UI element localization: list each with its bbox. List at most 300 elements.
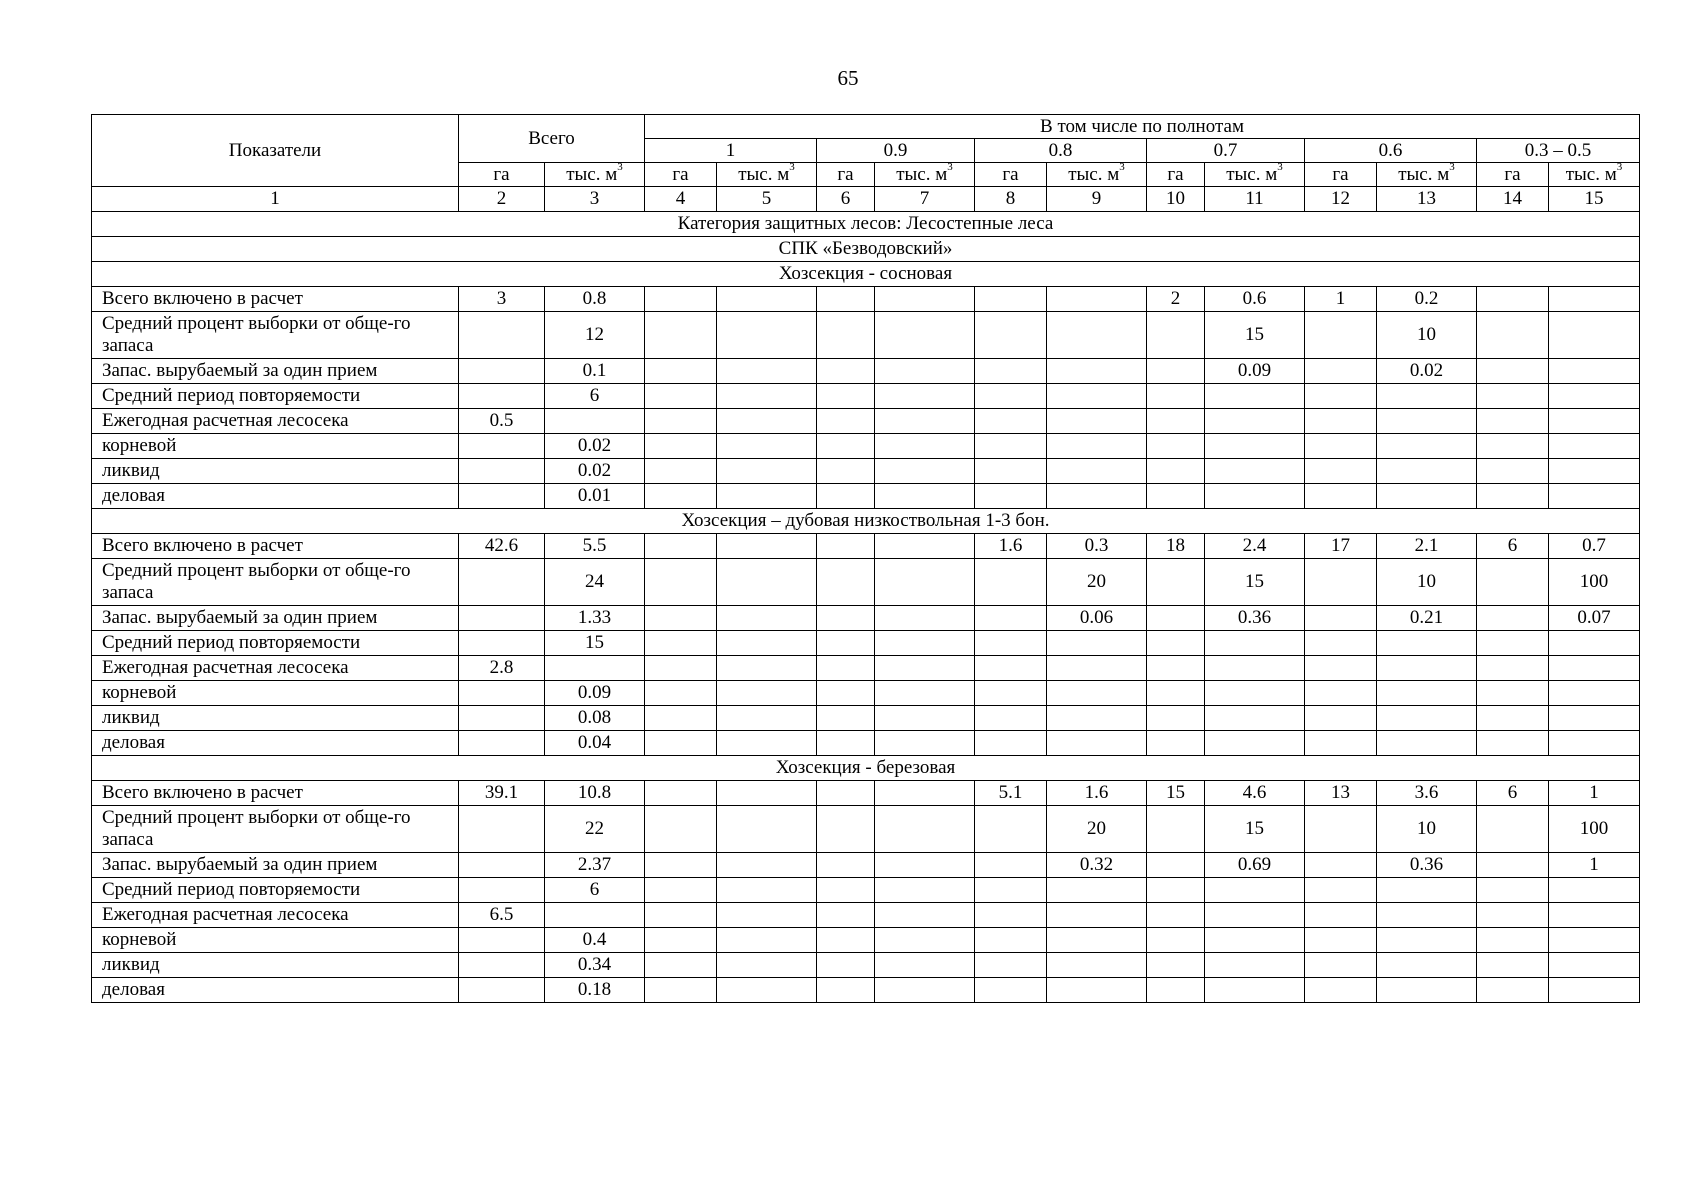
table-cell	[1377, 459, 1477, 484]
table-cell	[1205, 384, 1305, 409]
table-row	[92, 781, 1640, 806]
table-cell	[817, 806, 875, 853]
table-cell: 0.5	[459, 409, 545, 434]
column-number: 4	[645, 187, 717, 212]
table-cell: 0.04	[545, 731, 645, 756]
table-row	[92, 953, 1640, 978]
table-cell	[817, 459, 875, 484]
header-group: 0.6	[1305, 139, 1477, 163]
table-cell	[1549, 681, 1640, 706]
table-cell	[645, 928, 717, 953]
table-cell	[875, 434, 975, 459]
table-row	[92, 656, 1640, 681]
table-cell: 0.02	[1377, 359, 1477, 384]
table-cell	[1549, 978, 1640, 1003]
unit-volume-exponent: 3	[617, 161, 623, 174]
unit-volume-text: тыс. м	[1226, 163, 1278, 185]
table-cell: 0.18	[545, 978, 645, 1003]
table-cell	[875, 384, 975, 409]
section-row	[92, 756, 1640, 781]
table-cell	[1549, 384, 1640, 409]
table-cell: 5.1	[975, 781, 1047, 806]
table-cell	[459, 878, 545, 903]
table-cell	[645, 484, 717, 509]
table-cell	[1205, 434, 1305, 459]
table-cell	[975, 706, 1047, 731]
table-cell	[875, 706, 975, 731]
table-cell	[875, 459, 975, 484]
indicator-label: Всего включено в расчет	[92, 781, 459, 806]
unit-ha: га	[1305, 163, 1377, 187]
table-cell	[1477, 878, 1549, 903]
table-cell	[1047, 434, 1147, 459]
unit-volume-text: тыс. м	[1565, 163, 1617, 185]
column-number: 11	[1205, 187, 1305, 212]
table-cell	[1047, 681, 1147, 706]
banner-row	[92, 237, 1640, 262]
table-cell	[975, 459, 1047, 484]
page-number: 65	[837, 66, 859, 90]
table-cell	[1047, 878, 1147, 903]
table-cell	[875, 656, 975, 681]
header-group: 0.9	[817, 139, 975, 163]
table-cell	[1377, 434, 1477, 459]
table-cell	[1047, 953, 1147, 978]
table-cell	[1047, 631, 1147, 656]
indicator-label: Средний процент выборки от обще-го запаса	[92, 559, 459, 606]
table-cell	[1047, 359, 1147, 384]
table-row	[92, 409, 1640, 434]
indicator-label: Всего включено в расчет	[92, 287, 459, 312]
table-cell	[1477, 731, 1549, 756]
table-cell	[459, 459, 545, 484]
table-cell	[459, 312, 545, 359]
table-cell	[975, 853, 1047, 878]
table-cell	[1047, 384, 1147, 409]
table-cell	[1377, 706, 1477, 731]
table-cell	[717, 781, 817, 806]
table-cell	[717, 953, 817, 978]
table-cell	[645, 903, 717, 928]
column-number: 2	[459, 187, 545, 212]
table-cell	[817, 656, 875, 681]
table-cell	[1205, 681, 1305, 706]
table-cell	[1305, 706, 1377, 731]
table-cell	[1477, 287, 1549, 312]
table-cell	[717, 806, 817, 853]
table-cell	[817, 384, 875, 409]
table-cell	[645, 853, 717, 878]
table-cell	[1477, 656, 1549, 681]
table-cell: 10	[1377, 312, 1477, 359]
unit-volume	[545, 163, 645, 187]
table-cell	[1549, 706, 1640, 731]
table-cell	[459, 706, 545, 731]
indicator-label: Запас. вырубаемый за один прием	[92, 853, 459, 878]
table-cell	[1377, 903, 1477, 928]
table-cell	[717, 656, 817, 681]
table-cell	[645, 359, 717, 384]
column-number: 9	[1047, 187, 1147, 212]
table-cell	[717, 978, 817, 1003]
indicator-label: корневой	[92, 434, 459, 459]
section-title: Хозсекция - сосновая	[92, 262, 1640, 287]
table-cell	[1205, 484, 1305, 509]
indicator-label: ликвид	[92, 459, 459, 484]
table-cell	[717, 706, 817, 731]
header-group: 1	[645, 139, 817, 163]
table-cell	[459, 731, 545, 756]
table-cell	[1047, 312, 1147, 359]
table-cell	[1549, 731, 1640, 756]
table-cell	[1305, 853, 1377, 878]
table-cell	[1305, 484, 1377, 509]
banner-row	[92, 212, 1640, 237]
table-cell	[975, 434, 1047, 459]
table-cell	[1047, 706, 1147, 731]
table-row	[92, 806, 1640, 853]
table-cell	[1305, 806, 1377, 853]
table-cell	[1305, 903, 1377, 928]
table-cell: 100	[1549, 806, 1640, 853]
table-cell	[1305, 559, 1377, 606]
table-cell	[1377, 631, 1477, 656]
table-cell	[717, 384, 817, 409]
table-cell	[1147, 656, 1205, 681]
table-cell: 0.32	[1047, 853, 1147, 878]
indicator-label: Запас. вырубаемый за один прием	[92, 359, 459, 384]
table-cell	[645, 806, 717, 853]
table-cell	[1477, 559, 1549, 606]
table-cell: 24	[545, 559, 645, 606]
table-cell	[717, 631, 817, 656]
table-cell	[1205, 731, 1305, 756]
table-cell: 1.6	[975, 534, 1047, 559]
table-cell	[1549, 434, 1640, 459]
table-cell	[875, 731, 975, 756]
table-cell: 100	[1549, 559, 1640, 606]
table-cell	[817, 534, 875, 559]
table-cell: 0.02	[545, 434, 645, 459]
table-row	[92, 681, 1640, 706]
header-total: Всего	[459, 115, 645, 163]
table-cell	[1147, 706, 1205, 731]
table-cell	[1305, 359, 1377, 384]
table-cell	[1147, 681, 1205, 706]
table-cell	[1377, 409, 1477, 434]
table-cell: 0.36	[1205, 606, 1305, 631]
table-cell	[1305, 681, 1377, 706]
table-cell	[1377, 953, 1477, 978]
table-cell	[817, 484, 875, 509]
table-cell	[645, 631, 717, 656]
table-cell	[1147, 559, 1205, 606]
table-cell	[1549, 928, 1640, 953]
table-cell	[1377, 978, 1477, 1003]
table-cell: 0.7	[1549, 534, 1640, 559]
column-number: 6	[817, 187, 875, 212]
table-cell	[1549, 631, 1640, 656]
unit-volume-exponent: 3	[1449, 161, 1455, 174]
table-cell: 2.4	[1205, 534, 1305, 559]
table-cell: 0.08	[545, 706, 645, 731]
table-cell: 0.8	[545, 287, 645, 312]
table-cell: 1.6	[1047, 781, 1147, 806]
table-cell	[817, 731, 875, 756]
table-cell	[717, 606, 817, 631]
table-cell	[975, 878, 1047, 903]
header-group: 0.7	[1147, 139, 1305, 163]
table-cell	[975, 978, 1047, 1003]
table-cell	[975, 384, 1047, 409]
table-cell	[1047, 978, 1147, 1003]
table-cell	[459, 853, 545, 878]
table-cell: 0.21	[1377, 606, 1477, 631]
table-cell	[1205, 978, 1305, 1003]
table-row	[92, 384, 1640, 409]
table-cell	[875, 978, 975, 1003]
table-cell	[1147, 853, 1205, 878]
table-cell	[717, 731, 817, 756]
table-cell: 0.09	[1205, 359, 1305, 384]
table-cell	[817, 781, 875, 806]
table-cell	[1205, 928, 1305, 953]
table-cell	[1549, 409, 1640, 434]
header-group: 0.3 – 0.5	[1477, 139, 1640, 163]
table-cell	[1549, 459, 1640, 484]
table-cell	[817, 706, 875, 731]
table-cell: 0.2	[1377, 287, 1477, 312]
table-cell: 18	[1147, 534, 1205, 559]
table-cell	[1147, 903, 1205, 928]
table-cell	[459, 806, 545, 853]
table-cell	[817, 434, 875, 459]
table-cell: 0.3	[1047, 534, 1147, 559]
indicator-label: Всего включено в расчет	[92, 534, 459, 559]
table-cell	[1147, 606, 1205, 631]
table-cell	[817, 312, 875, 359]
table-cell	[1305, 978, 1377, 1003]
table-cell	[1377, 656, 1477, 681]
table-cell	[975, 287, 1047, 312]
table-cell	[875, 287, 975, 312]
table-cell	[1549, 287, 1640, 312]
column-number: 1	[92, 187, 459, 212]
table-cell	[645, 606, 717, 631]
table-cell	[1477, 853, 1549, 878]
unit-volume-exponent: 3	[947, 161, 953, 174]
table-cell	[459, 606, 545, 631]
table-cell	[1205, 459, 1305, 484]
table-cell	[717, 359, 817, 384]
table-cell	[975, 731, 1047, 756]
table-cell: 17	[1305, 534, 1377, 559]
column-number: 12	[1305, 187, 1377, 212]
table-cell	[817, 928, 875, 953]
unit-volume	[1377, 163, 1477, 187]
table-cell: 42.6	[459, 534, 545, 559]
table-cell	[1549, 359, 1640, 384]
table-cell	[717, 409, 817, 434]
unit-volume-exponent: 3	[1119, 161, 1125, 174]
table-cell	[717, 903, 817, 928]
table-row	[92, 434, 1640, 459]
table-cell: 0.06	[1047, 606, 1147, 631]
table-cell: 1	[1305, 287, 1377, 312]
table-cell	[717, 928, 817, 953]
column-number: 10	[1147, 187, 1205, 212]
table-cell	[875, 359, 975, 384]
table-cell	[1205, 953, 1305, 978]
indicator-label: Средний период повторяемости	[92, 384, 459, 409]
table-cell	[1147, 731, 1205, 756]
table-row	[92, 534, 1640, 559]
indicator-label: Ежегодная расчетная лесосека	[92, 409, 459, 434]
indicator-label: ликвид	[92, 706, 459, 731]
table-cell	[459, 434, 545, 459]
table-cell	[1147, 384, 1205, 409]
report-table	[91, 114, 1640, 1003]
table-cell	[645, 459, 717, 484]
column-number: 5	[717, 187, 817, 212]
table-cell	[875, 409, 975, 434]
unit-ha: га	[1477, 163, 1549, 187]
table-cell	[1205, 656, 1305, 681]
unit-volume	[1549, 163, 1640, 187]
table-cell	[875, 781, 975, 806]
table-cell	[717, 681, 817, 706]
table-cell	[645, 312, 717, 359]
table-cell: 0.07	[1549, 606, 1640, 631]
table-cell	[1047, 903, 1147, 928]
table-row	[92, 903, 1640, 928]
unit-ha: га	[975, 163, 1047, 187]
table-cell: 1	[1549, 781, 1640, 806]
table-cell: 15	[1205, 559, 1305, 606]
unit-ha: га	[645, 163, 717, 187]
table-cell: 22	[545, 806, 645, 853]
table-cell	[975, 631, 1047, 656]
table-cell	[645, 434, 717, 459]
table-cell	[875, 606, 975, 631]
table-cell	[645, 681, 717, 706]
table-cell	[817, 903, 875, 928]
table-cell	[717, 484, 817, 509]
table-cell	[1549, 484, 1640, 509]
table-cell	[1477, 631, 1549, 656]
table-cell	[1477, 484, 1549, 509]
indicator-label: деловая	[92, 484, 459, 509]
table-cell: 0.02	[545, 459, 645, 484]
unit-volume	[1047, 163, 1147, 187]
table-cell	[1205, 706, 1305, 731]
table-row	[92, 631, 1640, 656]
table-cell: 15	[1205, 312, 1305, 359]
table-cell: 15	[545, 631, 645, 656]
table-cell	[817, 878, 875, 903]
table-cell: 6	[1477, 534, 1549, 559]
table-cell	[717, 434, 817, 459]
table-cell	[1477, 928, 1549, 953]
table-cell	[717, 853, 817, 878]
indicator-label: Ежегодная расчетная лесосека	[92, 903, 459, 928]
table-cell	[975, 606, 1047, 631]
indicator-label: корневой	[92, 928, 459, 953]
unit-volume-text: тыс. м	[1398, 163, 1450, 185]
table-cell	[1477, 806, 1549, 853]
indicator-label: Средний процент выборки от обще-го запаса	[92, 806, 459, 853]
table-cell	[1549, 878, 1640, 903]
table-cell	[717, 287, 817, 312]
column-number: 15	[1549, 187, 1640, 212]
table-cell	[875, 806, 975, 853]
table-cell	[1377, 484, 1477, 509]
table-cell	[875, 631, 975, 656]
table-cell	[645, 409, 717, 434]
table-cell: 0.36	[1377, 853, 1477, 878]
table-cell	[875, 559, 975, 606]
table-cell	[1147, 928, 1205, 953]
indicator-label: деловая	[92, 978, 459, 1003]
header-indicator: Показатели	[92, 115, 459, 187]
table-row	[92, 706, 1640, 731]
table-cell: 0.01	[545, 484, 645, 509]
table-cell	[1377, 928, 1477, 953]
table-cell: 6	[545, 384, 645, 409]
enterprise-banner: СПК «Безводовский»	[92, 237, 1640, 262]
table-cell	[875, 534, 975, 559]
table-cell	[545, 656, 645, 681]
table-row	[92, 484, 1640, 509]
table-cell	[975, 409, 1047, 434]
table-cell	[875, 312, 975, 359]
table-cell: 3	[459, 287, 545, 312]
column-number: 14	[1477, 187, 1549, 212]
table-cell	[1147, 409, 1205, 434]
indicator-label: корневой	[92, 681, 459, 706]
header-group: 0.8	[975, 139, 1147, 163]
table-cell	[545, 409, 645, 434]
table-cell	[645, 534, 717, 559]
table-cell	[645, 953, 717, 978]
table-cell	[645, 978, 717, 1003]
table-cell	[645, 559, 717, 606]
table-cell: 10	[1377, 559, 1477, 606]
table-row	[92, 312, 1640, 359]
table-header	[92, 115, 1640, 187]
table-cell	[817, 681, 875, 706]
table-cell: 10	[1377, 806, 1477, 853]
table-cell	[875, 928, 975, 953]
table-cell	[459, 631, 545, 656]
table-cell	[1477, 706, 1549, 731]
table-cell: 6	[545, 878, 645, 903]
table-cell: 0.1	[545, 359, 645, 384]
unit-volume-text: тыс. м	[1068, 163, 1120, 185]
table-cell	[817, 606, 875, 631]
table-cell	[1549, 903, 1640, 928]
table-cell	[1377, 731, 1477, 756]
table-cell	[817, 978, 875, 1003]
table-cell	[1047, 928, 1147, 953]
indicator-label: Средний период повторяемости	[92, 631, 459, 656]
table-cell: 20	[1047, 559, 1147, 606]
table-cell	[1205, 409, 1305, 434]
table-cell: 20	[1047, 806, 1147, 853]
indicator-label: деловая	[92, 731, 459, 756]
table-cell	[1377, 878, 1477, 903]
table-cell: 4.6	[1205, 781, 1305, 806]
